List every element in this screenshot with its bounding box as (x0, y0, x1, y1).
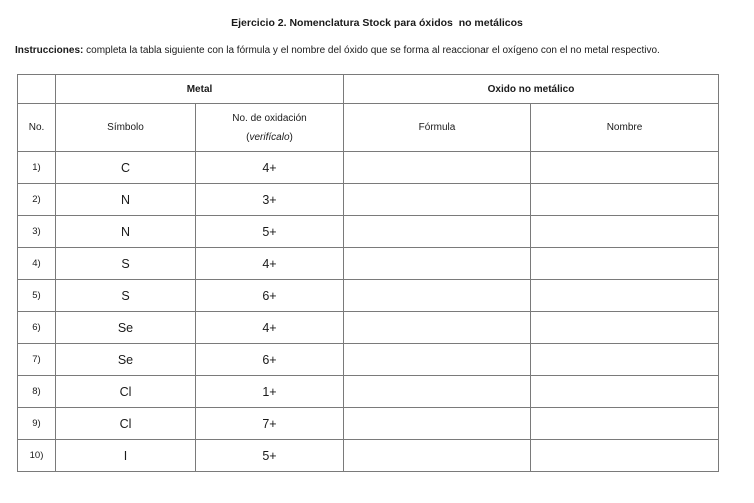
header-no: No. (18, 104, 56, 152)
row-formula-cell[interactable] (344, 152, 531, 184)
header-oxidation-close: ) (289, 131, 293, 143)
row-formula-cell[interactable] (344, 312, 531, 344)
row-formula-cell[interactable] (344, 248, 531, 280)
row-name-cell[interactable] (531, 440, 719, 472)
header-oxidation-open: ( (246, 131, 250, 143)
row-oxidation: 5+ (196, 440, 344, 472)
row-oxidation: 4+ (196, 312, 344, 344)
header-oxide-group: Oxido no metálico (344, 75, 719, 104)
row-name-cell[interactable] (531, 344, 719, 376)
row-number: 4) (18, 248, 56, 280)
row-formula-cell[interactable] (344, 184, 531, 216)
row-symbol: S (56, 248, 196, 280)
header-formula: Fórmula (344, 104, 531, 152)
header-blank (18, 75, 56, 104)
instructions (15, 45, 745, 56)
row-symbol: Cl (56, 376, 196, 408)
table-row (18, 440, 719, 472)
table-row (18, 184, 719, 216)
row-name-cell[interactable] (531, 184, 719, 216)
row-symbol: Se (56, 344, 196, 376)
row-number: 3) (18, 216, 56, 248)
row-symbol: N (56, 184, 196, 216)
row-name-cell[interactable] (531, 216, 719, 248)
row-symbol: S (56, 280, 196, 312)
row-oxidation: 6+ (196, 280, 344, 312)
row-symbol: Cl (56, 408, 196, 440)
row-formula-cell[interactable] (344, 440, 531, 472)
table-row (18, 280, 719, 312)
row-number: 10) (18, 440, 56, 472)
row-oxidation: 7+ (196, 408, 344, 440)
row-oxidation: 3+ (196, 184, 344, 216)
row-number: 7) (18, 344, 56, 376)
instructions-text: completa la tabla siguiente con la fórmula y el nombre del óxido que se forma al reaccionar el oxígeno con el no metal respectivo. (83, 45, 660, 56)
oxide-table (17, 74, 719, 472)
row-symbol: C (56, 152, 196, 184)
table-body (18, 152, 719, 472)
table-row (18, 408, 719, 440)
header-oxidation-hint: verifícalo (249, 131, 290, 143)
row-formula-cell[interactable] (344, 376, 531, 408)
row-number: 2) (18, 184, 56, 216)
table-row (18, 248, 719, 280)
row-formula-cell[interactable] (344, 344, 531, 376)
row-oxidation: 5+ (196, 216, 344, 248)
row-name-cell[interactable] (531, 312, 719, 344)
table-row (18, 216, 719, 248)
header-oxidation (196, 104, 344, 152)
row-number: 5) (18, 280, 56, 312)
row-symbol: Se (56, 312, 196, 344)
row-oxidation: 4+ (196, 152, 344, 184)
header-oxidation-label: No. de oxidación (232, 112, 307, 124)
row-symbol: N (56, 216, 196, 248)
table-row (18, 376, 719, 408)
header-metal-group: Metal (56, 75, 344, 104)
table-row (18, 344, 719, 376)
row-name-cell[interactable] (531, 152, 719, 184)
instructions-label: Instrucciones: (15, 45, 84, 56)
row-name-cell[interactable] (531, 408, 719, 440)
row-oxidation: 4+ (196, 248, 344, 280)
table-row (18, 312, 719, 344)
row-number: 1) (18, 152, 56, 184)
row-symbol: I (56, 440, 196, 472)
row-oxidation: 1+ (196, 376, 344, 408)
row-number: 8) (18, 376, 56, 408)
row-formula-cell[interactable] (344, 216, 531, 248)
header-name: Nombre (531, 104, 719, 152)
row-name-cell[interactable] (531, 248, 719, 280)
header-symbol: Símbolo (56, 104, 196, 152)
row-number: 9) (18, 408, 56, 440)
page-title: Ejercicio 2. Nomenclatura Stock para óxidos no metálicos (231, 17, 523, 29)
row-name-cell[interactable] (531, 376, 719, 408)
row-name-cell[interactable] (531, 280, 719, 312)
row-oxidation: 6+ (196, 344, 344, 376)
row-number: 6) (18, 312, 56, 344)
row-formula-cell[interactable] (344, 408, 531, 440)
table-row (18, 152, 719, 184)
row-formula-cell[interactable] (344, 280, 531, 312)
